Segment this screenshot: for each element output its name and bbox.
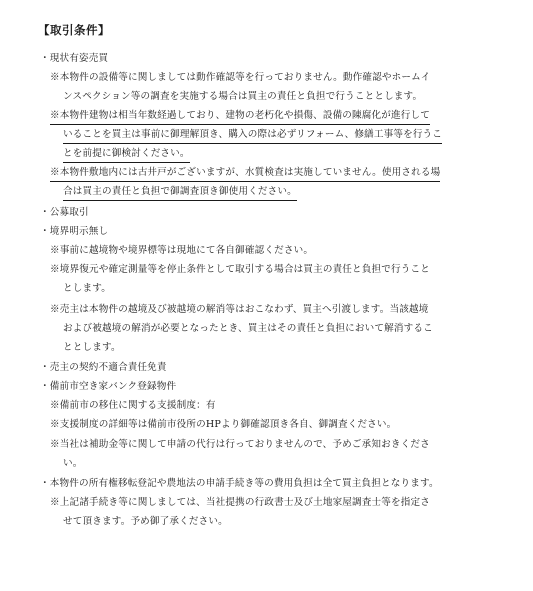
note-equipment-line-2: ンスペクション等の調査を実施する場合は買主の責任と負担で行うこととします。: [63, 91, 423, 102]
bullet-no-boundary-marking: ・境界明示無し: [40, 226, 109, 237]
note-building-age-line-1: ※本物件建物は相当年数経過しており、建物の老朽化や損傷、設備の陳腐化が進行して: [50, 110, 430, 125]
note-support-program: ※備前市の移住に関する支援制度：有: [50, 400, 216, 411]
note-subsidy-application-line-1: ※当社は補助金等に関して申請の代行は行っておりませんので、予めご承知おきくださ: [50, 439, 430, 450]
note-support-details: ※支援制度の詳細等は備前市役所のHPより御確認頂き各自、御調査ください。: [50, 419, 397, 430]
bullet-as-is-sale: ・現状有姿売買: [40, 53, 109, 64]
note-procedures-line-1: ※上記諸手続き等に関しましては、当社提携の行政書士及び土地家屋調査士等を指定さ: [50, 497, 431, 508]
bullet-vacant-house-bank: ・備前市空き家バンク登録物件: [40, 381, 177, 392]
bullet-liability-exemption: ・売主の契約不適合責任免責: [40, 362, 167, 373]
note-encroachment-resolution-line-2: および被越境の解消が必要となったとき、買主はその責任と負担において解消するこ: [63, 323, 433, 334]
bullet-registration-costs: ・本物件の所有権移転登記や農地法の申請手続き等の費用負担は全て買主負担となります。: [40, 478, 439, 489]
bullet-public-offering: ・公募取引: [40, 207, 89, 218]
note-old-well-line-2: 合は買主の責任と負担で御調査頂き御使用ください。: [63, 186, 297, 201]
note-encroachment-resolution-line-1: ※売主は本物件の越境及び被越境の解消等はおこなわず、買主へ引渡します。当該越境: [50, 304, 429, 315]
note-equipment-line-1: ※本物件の設備等に関しましては動作確認等を行っておりません。動作確認やホームイ: [50, 72, 431, 83]
note-subsidy-application-line-2: い。: [63, 458, 83, 469]
note-building-age-line-2: いることを買主は事前に御理解頂き、購入の際は必ずリフォーム、修繕工事等を行うこ: [63, 129, 442, 144]
note-encroachment-resolution-line-3: ととします。: [63, 342, 121, 353]
note-encroachment-check: ※事前に越境物や境界標等は現地にて各自御確認ください。: [50, 245, 314, 256]
note-procedures-line-2: せて頂きます。予め御了承ください。: [63, 516, 228, 527]
note-boundary-restoration-line-1: ※境界復元や確定測量等を停止条件として取引する場合は買主の責任と負担で行うこと: [50, 264, 431, 275]
note-building-age-line-3: とを前提に御検討ください。: [63, 148, 190, 163]
section-title: 【取引条件】: [38, 23, 110, 37]
note-boundary-restoration-line-2: とします。: [63, 283, 111, 294]
note-old-well-line-1: ※本物件敷地内には古井戸がございますが、水質検査は実施していません。使用される場: [50, 167, 440, 182]
